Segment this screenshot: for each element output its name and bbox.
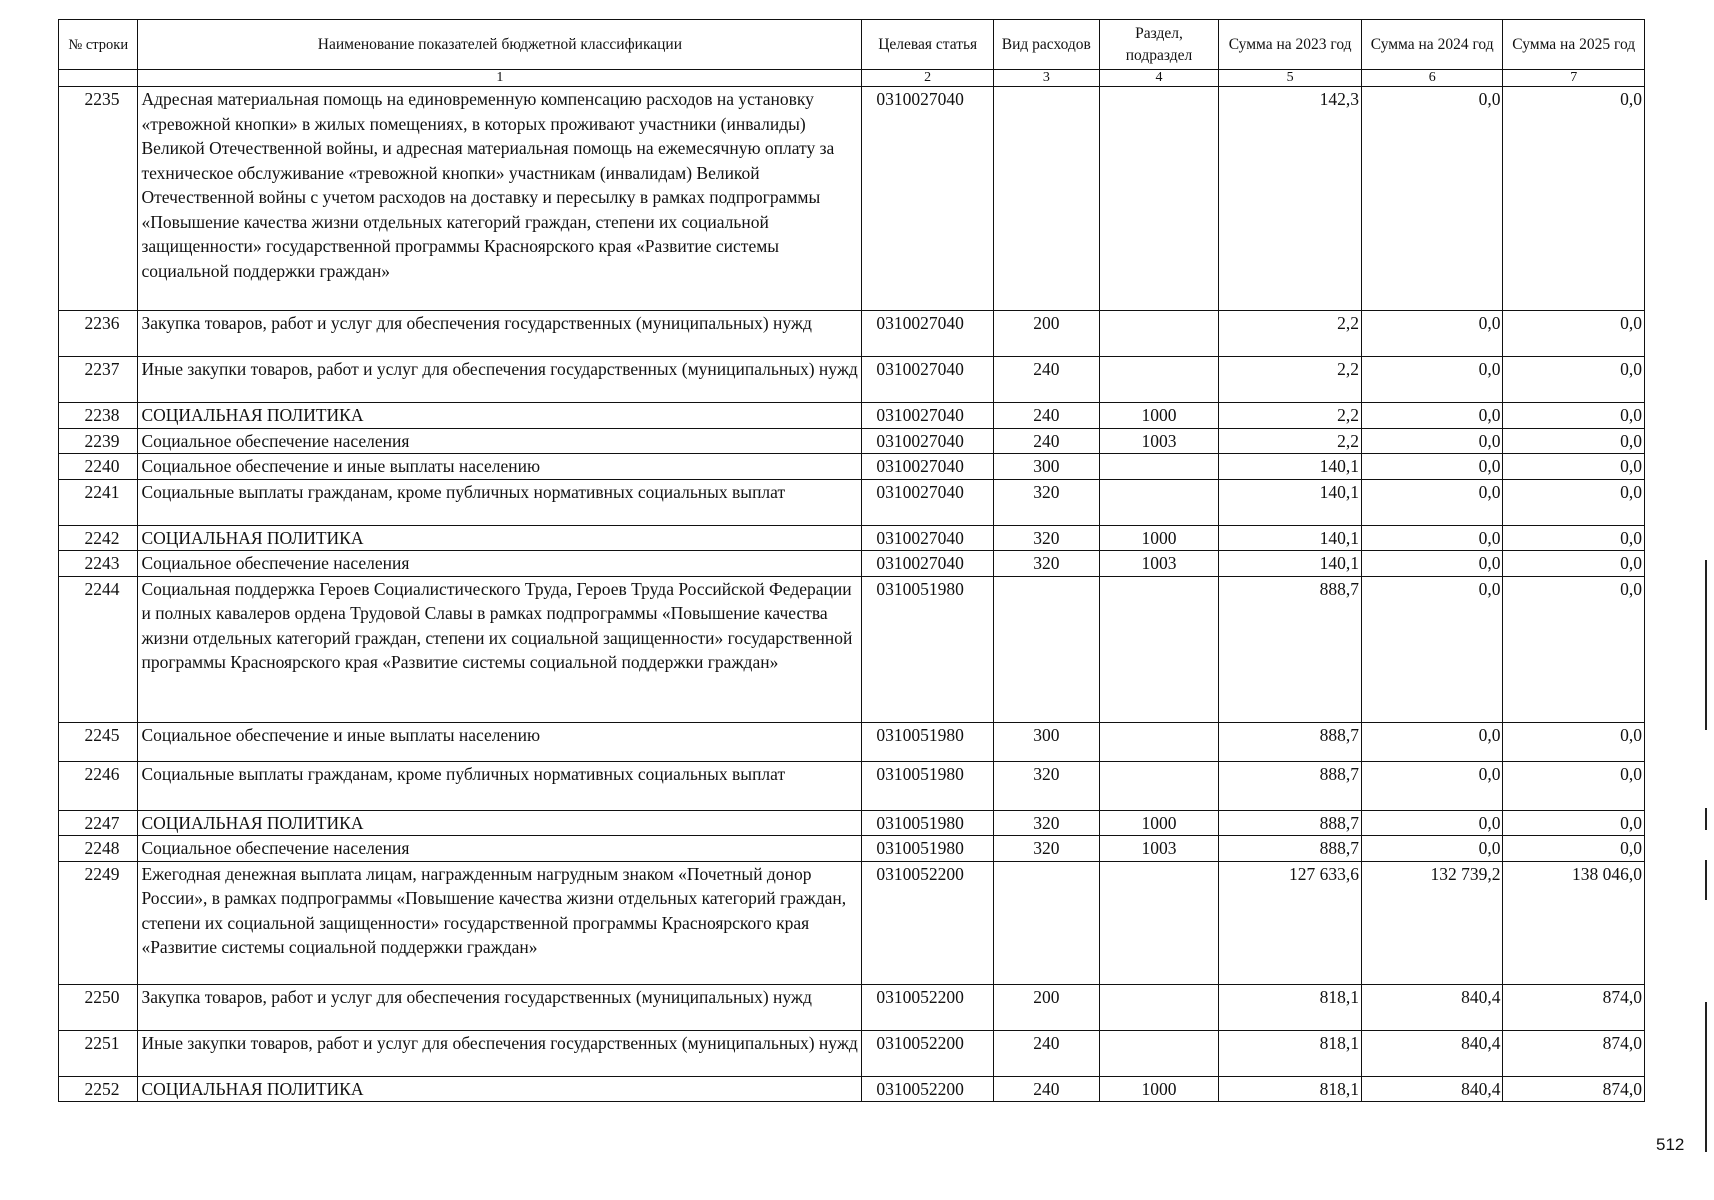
- row-sum-2024: 0,0: [1361, 428, 1503, 454]
- row-name: Иные закупки товаров, работ и услуг для обеспечения государственных (муниципальных) нужд: [138, 357, 862, 403]
- column-number: 1: [138, 70, 862, 87]
- column-number: 6: [1361, 70, 1503, 87]
- header-sum-2025: Сумма на 2025 год: [1503, 20, 1645, 70]
- row-name: Социальное обеспечение и иные выплаты населению: [138, 722, 862, 761]
- row-sum-2025: 874,0: [1503, 1076, 1645, 1102]
- row-sum-2025: 0,0: [1503, 722, 1645, 761]
- row-sum-2024: 0,0: [1361, 87, 1503, 311]
- row-target: 0310052200: [862, 984, 994, 1030]
- row-sum-2025: 0,0: [1503, 551, 1645, 577]
- page-number: 512: [1656, 1135, 1685, 1154]
- table-row: [59, 311, 1645, 357]
- row-kind: 240: [994, 1076, 1100, 1102]
- row-kind: 240: [994, 428, 1100, 454]
- table-row: [59, 428, 1645, 454]
- row-section: [1099, 722, 1219, 761]
- row-kind: 200: [994, 311, 1100, 357]
- header-row-no: № строки: [59, 20, 138, 70]
- row-section: 1000: [1099, 1076, 1219, 1102]
- row-section: [1099, 861, 1219, 984]
- row-sum-2024: 0,0: [1361, 357, 1503, 403]
- row-target: 0310027040: [862, 479, 994, 525]
- table-row: [59, 761, 1645, 810]
- header-sum-2024: Сумма на 2024 год: [1361, 20, 1503, 70]
- row-sum-2025: 138 046,0: [1503, 861, 1645, 984]
- header-sum-2023: Сумма на 2023 год: [1219, 20, 1362, 70]
- row-target: 0310027040: [862, 357, 994, 403]
- row-sum-2024: 0,0: [1361, 576, 1503, 722]
- table-row: [59, 861, 1645, 984]
- row-sum-2024: 840,4: [1361, 984, 1503, 1030]
- row-sum-2024: 0,0: [1361, 403, 1503, 429]
- table-row: [59, 576, 1645, 722]
- row-sum-2025: 0,0: [1503, 428, 1645, 454]
- row-number: 2242: [59, 525, 138, 551]
- scan-edge-mark: [1705, 1002, 1707, 1152]
- row-section: 1000: [1099, 810, 1219, 836]
- row-sum-2023: 888,7: [1219, 810, 1362, 836]
- row-sum-2023: 2,2: [1219, 403, 1362, 429]
- row-sum-2023: 2,2: [1219, 428, 1362, 454]
- row-target: 0310027040: [862, 454, 994, 480]
- row-number: 2252: [59, 1076, 138, 1102]
- row-kind: 240: [994, 403, 1100, 429]
- row-section: [1099, 576, 1219, 722]
- header-name: Наименование показателей бюджетной классификации: [138, 20, 862, 70]
- row-number: 2248: [59, 836, 138, 862]
- row-sum-2025: 0,0: [1503, 479, 1645, 525]
- row-name: Социальная поддержка Героев Социалистического Труда, Героев Труда Российской Федерации и полных кавалеров ордена Трудовой Славы в рамках подпрограммы «Повышение качества жизни отдельных категорий граждан, степени их социальной защищенности» государственной программы Красноярского края «Развитие системы социальной поддержки граждан»: [138, 576, 862, 722]
- column-number: 2: [862, 70, 994, 87]
- row-sum-2025: 0,0: [1503, 87, 1645, 311]
- row-name: Социальное обеспечение населения: [138, 428, 862, 454]
- row-target: 0310051980: [862, 836, 994, 862]
- row-number: 2244: [59, 576, 138, 722]
- row-kind: 320: [994, 525, 1100, 551]
- row-target: 0310027040: [862, 403, 994, 429]
- header-section: Раздел, подраздел: [1099, 20, 1219, 70]
- row-kind: 320: [994, 479, 1100, 525]
- row-section: 1003: [1099, 551, 1219, 577]
- row-kind: 320: [994, 551, 1100, 577]
- row-name: СОЦИАЛЬНАЯ ПОЛИТИКА: [138, 810, 862, 836]
- table-row: [59, 551, 1645, 577]
- table-row: [59, 836, 1645, 862]
- row-number: 2245: [59, 722, 138, 761]
- row-sum-2024: 0,0: [1361, 551, 1503, 577]
- row-target: 0310027040: [862, 551, 994, 577]
- row-sum-2023: 127 633,6: [1219, 861, 1362, 984]
- row-section: 1003: [1099, 836, 1219, 862]
- row-kind: 300: [994, 722, 1100, 761]
- column-number: [59, 70, 138, 87]
- row-name: Адресная материальная помощь на единовременную компенсацию расходов на установку «тревожной кнопки» в жилых помещениях, в которых проживают участники (инвалиды) Великой Отечественной войны, и адресная материальная помощь на ежемесячную оплату за техническое обслуживание «тревожной кнопки» участникам (инвалидам) Великой Отечественной войны с учетом расходов на доставку и пересылку в рамках подпрограммы «Повышение качества жизни отдельных категорий граждан, степени их социальной защищенности» государственной программы Красноярского края «Развитие системы социальной поддержки граждан»: [138, 87, 862, 311]
- table-row: [59, 87, 1645, 311]
- row-kind: 320: [994, 761, 1100, 810]
- table-row: [59, 1076, 1645, 1102]
- row-kind: 240: [994, 357, 1100, 403]
- row-sum-2023: 142,3: [1219, 87, 1362, 311]
- row-target: 0310051980: [862, 810, 994, 836]
- row-number: 2235: [59, 87, 138, 311]
- row-name: Социальное обеспечение населения: [138, 836, 862, 862]
- column-number: 5: [1219, 70, 1362, 87]
- row-target: 0310051980: [862, 722, 994, 761]
- row-name: Закупка товаров, работ и услуг для обеспечения государственных (муниципальных) нужд: [138, 984, 862, 1030]
- row-section: 1003: [1099, 428, 1219, 454]
- row-sum-2023: 2,2: [1219, 311, 1362, 357]
- row-sum-2025: 0,0: [1503, 403, 1645, 429]
- row-sum-2024: 0,0: [1361, 454, 1503, 480]
- row-sum-2025: 0,0: [1503, 810, 1645, 836]
- row-sum-2023: 888,7: [1219, 576, 1362, 722]
- row-name: Социальное обеспечение населения: [138, 551, 862, 577]
- row-name: СОЦИАЛЬНАЯ ПОЛИТИКА: [138, 525, 862, 551]
- row-sum-2024: 840,4: [1361, 1076, 1503, 1102]
- row-sum-2023: 140,1: [1219, 551, 1362, 577]
- row-kind: [994, 87, 1100, 311]
- column-number: 3: [994, 70, 1100, 87]
- row-section: [1099, 454, 1219, 480]
- row-kind: [994, 861, 1100, 984]
- row-target: 0310052200: [862, 1030, 994, 1076]
- row-sum-2025: 0,0: [1503, 357, 1645, 403]
- budget-document: [58, 19, 1645, 1102]
- row-number: 2240: [59, 454, 138, 480]
- row-section: [1099, 87, 1219, 311]
- row-number: 2243: [59, 551, 138, 577]
- row-section: [1099, 761, 1219, 810]
- row-target: 0310027040: [862, 525, 994, 551]
- column-number: 4: [1099, 70, 1219, 87]
- row-sum-2023: 888,7: [1219, 761, 1362, 810]
- row-sum-2024: 0,0: [1361, 761, 1503, 810]
- row-sum-2024: 0,0: [1361, 836, 1503, 862]
- scan-edge-mark: [1705, 560, 1707, 730]
- row-kind: 240: [994, 1030, 1100, 1076]
- row-section: [1099, 311, 1219, 357]
- row-target: 0310052200: [862, 1076, 994, 1102]
- row-target: 0310052200: [862, 861, 994, 984]
- table-row: [59, 403, 1645, 429]
- row-number: 2237: [59, 357, 138, 403]
- row-sum-2025: 0,0: [1503, 761, 1645, 810]
- scan-edge-mark: [1705, 808, 1707, 830]
- row-section: [1099, 479, 1219, 525]
- row-sum-2024: 0,0: [1361, 810, 1503, 836]
- row-sum-2025: 0,0: [1503, 525, 1645, 551]
- row-sum-2024: 132 739,2: [1361, 861, 1503, 984]
- table-row: [59, 984, 1645, 1030]
- row-sum-2025: 0,0: [1503, 576, 1645, 722]
- row-number: 2236: [59, 311, 138, 357]
- row-section: 1000: [1099, 525, 1219, 551]
- row-number: 2241: [59, 479, 138, 525]
- row-kind: 320: [994, 836, 1100, 862]
- table-row: [59, 454, 1645, 480]
- row-sum-2025: 0,0: [1503, 311, 1645, 357]
- row-sum-2023: 140,1: [1219, 454, 1362, 480]
- row-sum-2023: 818,1: [1219, 1030, 1362, 1076]
- column-number: 7: [1503, 70, 1645, 87]
- row-section: [1099, 1030, 1219, 1076]
- row-sum-2023: 2,2: [1219, 357, 1362, 403]
- row-section: 1000: [1099, 403, 1219, 429]
- header-kind: Вид расходов: [994, 20, 1100, 70]
- table-row: [59, 357, 1645, 403]
- row-kind: [994, 576, 1100, 722]
- row-number: 2246: [59, 761, 138, 810]
- row-number: 2250: [59, 984, 138, 1030]
- row-section: [1099, 357, 1219, 403]
- row-number: 2247: [59, 810, 138, 836]
- row-sum-2024: 840,4: [1361, 1030, 1503, 1076]
- row-name: Социальное обеспечение и иные выплаты населению: [138, 454, 862, 480]
- table-row: [59, 722, 1645, 761]
- row-name: Закупка товаров, работ и услуг для обеспечения государственных (муниципальных) нужд: [138, 311, 862, 357]
- row-name: Ежегодная денежная выплата лицам, награжденным нагрудным знаком «Почетный донор России», в рамках подпрограммы «Повышение качества жизни отдельных категорий граждан, степени их социальной защищенности» государственной программы Красноярского края «Развитие системы социальной поддержки граждан»: [138, 861, 862, 984]
- row-target: 0310027040: [862, 311, 994, 357]
- row-name: Социальные выплаты гражданам, кроме публичных нормативных социальных выплат: [138, 761, 862, 810]
- table-row: [59, 810, 1645, 836]
- row-sum-2025: 0,0: [1503, 836, 1645, 862]
- row-sum-2025: 874,0: [1503, 1030, 1645, 1076]
- row-sum-2023: 140,1: [1219, 479, 1362, 525]
- row-sum-2023: 818,1: [1219, 1076, 1362, 1102]
- table-row: [59, 1030, 1645, 1076]
- row-number: 2249: [59, 861, 138, 984]
- row-kind: 320: [994, 810, 1100, 836]
- row-sum-2024: 0,0: [1361, 722, 1503, 761]
- row-kind: 300: [994, 454, 1100, 480]
- scan-edge-mark: [1705, 860, 1707, 900]
- budget-table: [58, 19, 1645, 1102]
- row-sum-2025: 874,0: [1503, 984, 1645, 1030]
- row-sum-2023: 140,1: [1219, 525, 1362, 551]
- row-sum-2023: 888,7: [1219, 722, 1362, 761]
- row-name: Иные закупки товаров, работ и услуг для обеспечения государственных (муниципальных) нужд: [138, 1030, 862, 1076]
- row-target: 0310027040: [862, 428, 994, 454]
- row-sum-2024: 0,0: [1361, 525, 1503, 551]
- column-number-row: [59, 70, 1645, 87]
- row-sum-2025: 0,0: [1503, 454, 1645, 480]
- row-sum-2024: 0,0: [1361, 479, 1503, 525]
- row-sum-2024: 0,0: [1361, 311, 1503, 357]
- header-row: [59, 20, 1645, 70]
- row-name: Социальные выплаты гражданам, кроме публичных нормативных социальных выплат: [138, 479, 862, 525]
- row-number: 2239: [59, 428, 138, 454]
- row-name: СОЦИАЛЬНАЯ ПОЛИТИКА: [138, 403, 862, 429]
- row-section: [1099, 984, 1219, 1030]
- row-sum-2023: 818,1: [1219, 984, 1362, 1030]
- row-name: СОЦИАЛЬНАЯ ПОЛИТИКА: [138, 1076, 862, 1102]
- row-kind: 200: [994, 984, 1100, 1030]
- row-target: 0310051980: [862, 761, 994, 810]
- row-number: 2238: [59, 403, 138, 429]
- table-row: [59, 479, 1645, 525]
- row-number: 2251: [59, 1030, 138, 1076]
- table-row: [59, 525, 1645, 551]
- row-sum-2023: 888,7: [1219, 836, 1362, 862]
- row-target: 0310027040: [862, 87, 994, 311]
- header-target: Целевая статья: [862, 20, 994, 70]
- row-target: 0310051980: [862, 576, 994, 722]
